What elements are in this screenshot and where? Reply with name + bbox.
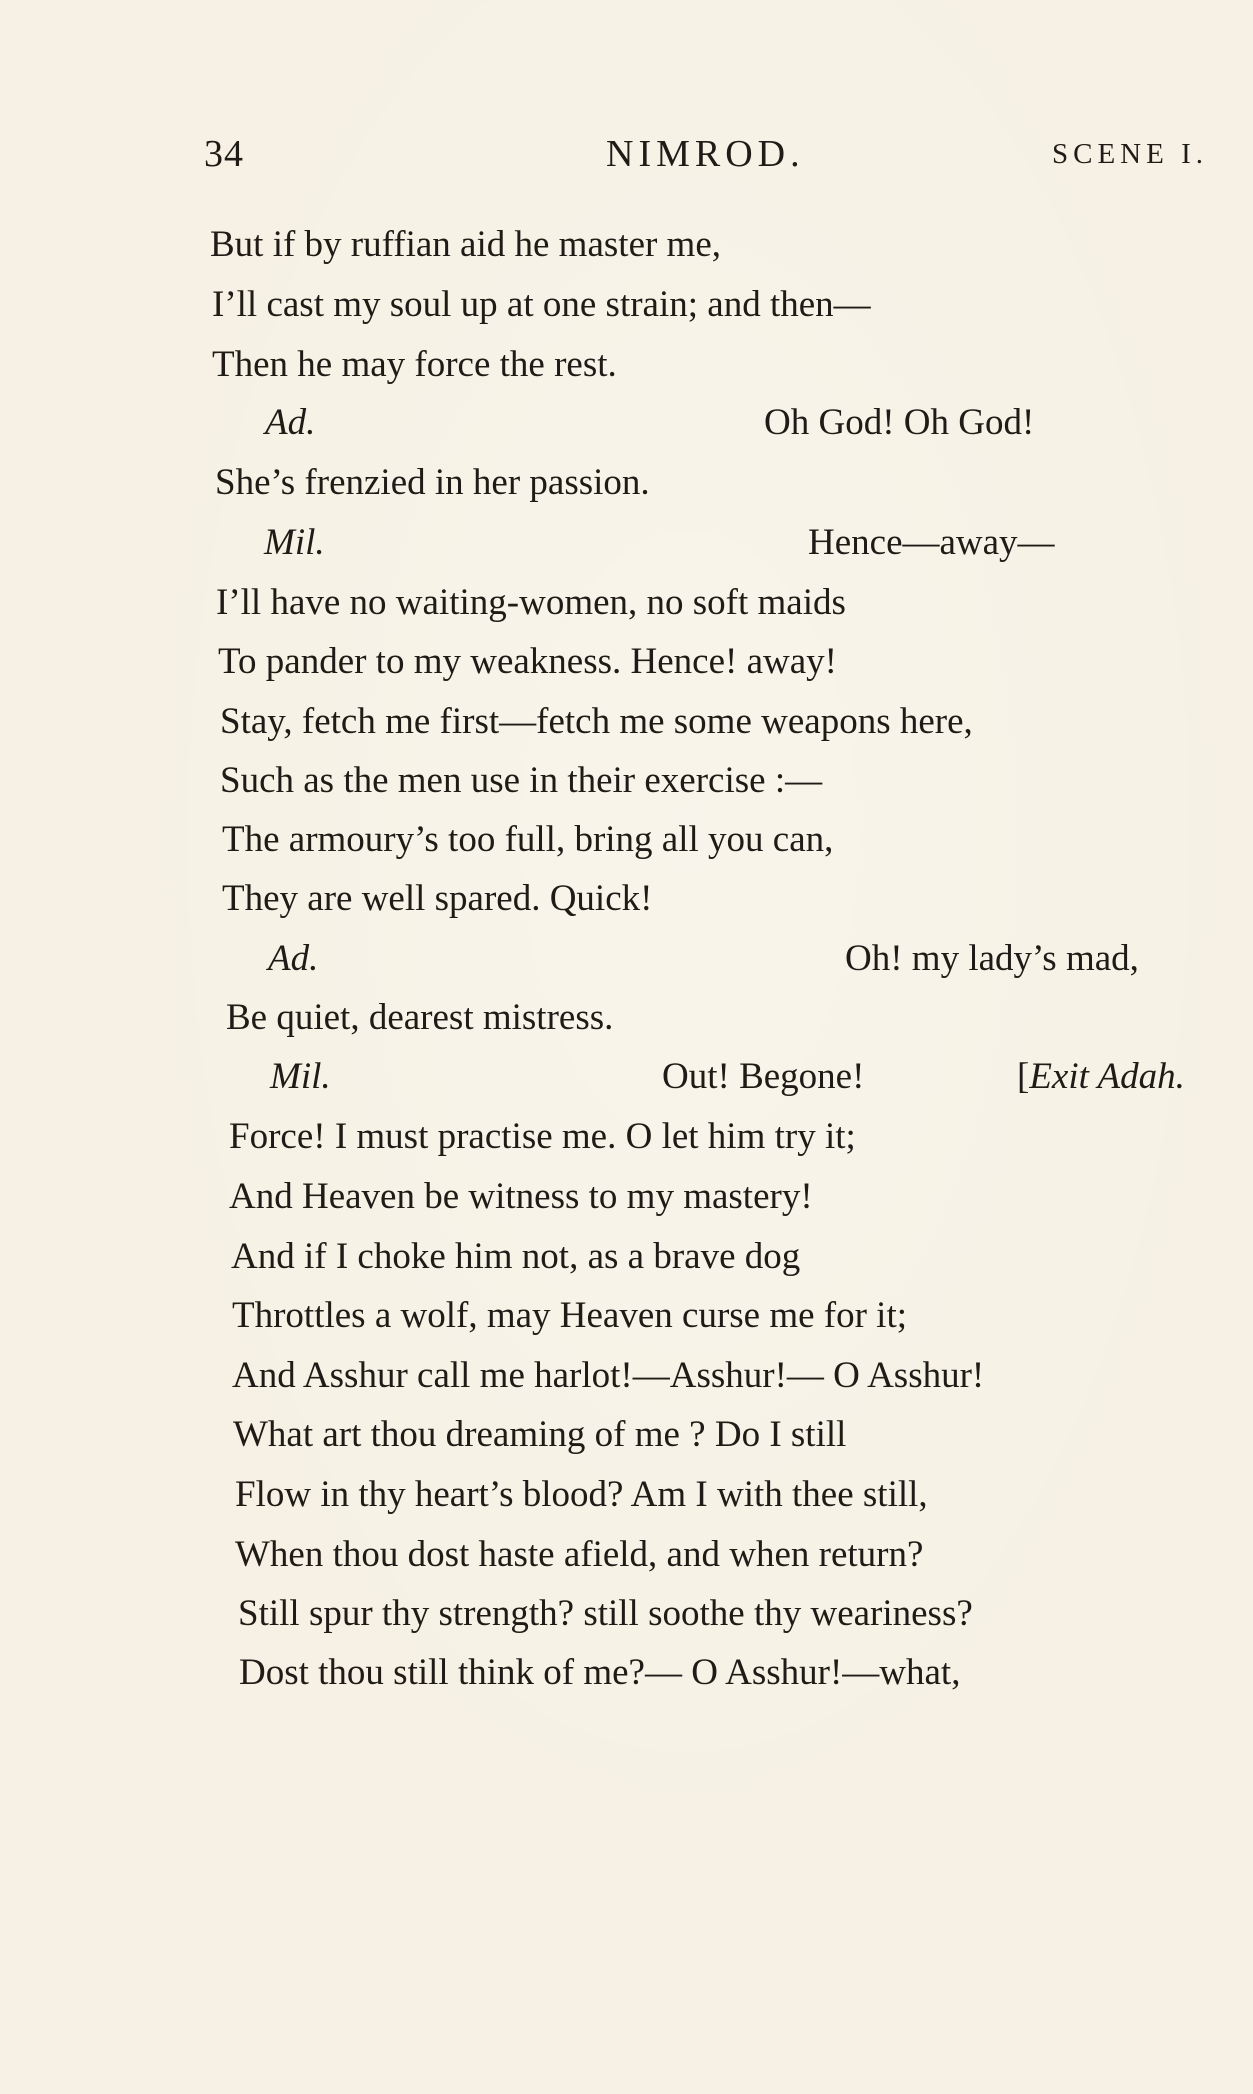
verse-line: Be quiet, dearest mistress.: [226, 997, 614, 1038]
stage-direction: [1017, 1052, 1185, 1102]
verse-line: Flow in thy heart’s blood? Am I with thee still,: [235, 1474, 928, 1515]
page-number: 34: [204, 133, 244, 175]
speaker-name: Ad.: [268, 938, 319, 979]
verse-line: She’s frenzied in her passion.: [215, 462, 650, 503]
scene-label: SCENE I.: [1052, 138, 1208, 170]
verse-line: Then he may force the rest.: [212, 344, 617, 385]
verse-line: Force! I must practise me. O let him try it;: [229, 1116, 856, 1157]
verse-line: When thou dost haste afield, and when return?: [235, 1534, 924, 1575]
verse-line: What art thou dreaming of me ? Do I still: [233, 1414, 847, 1455]
verse-line: Stay, fetch me first—fetch me some weapons here,: [220, 701, 973, 742]
verse-line: And if I choke him not, as a brave dog: [231, 1236, 801, 1277]
verse-line: And Asshur call me harlot!—Asshur!— O Asshur!: [232, 1355, 985, 1396]
speaker-name: Ad.: [265, 402, 316, 443]
verse-line: The armoury’s too full, bring all you can,: [222, 819, 834, 860]
speech-text: Out! Begone!: [662, 1056, 865, 1097]
stage-direction-bracket: [: [1017, 1056, 1030, 1097]
stage-direction-text: Exit Adah.: [1029, 1056, 1185, 1097]
speech-text: Oh! my lady’s mad,: [845, 938, 1139, 979]
speaker-name: Mil.: [270, 1056, 331, 1097]
speech-text: Oh God! Oh God!: [764, 402, 1035, 443]
speech-text: Hence—away—: [808, 522, 1055, 563]
speaker-name: Mil.: [264, 522, 325, 563]
verse-line: Dost thou still think of me?— O Asshur!—what,: [239, 1652, 961, 1693]
verse-line: But if by ruffian aid he master me,: [210, 224, 722, 265]
verse-line: I’ll have no waiting-women, no soft maids: [216, 582, 846, 623]
verse-line: Throttles a wolf, may Heaven curse me for it;: [232, 1295, 908, 1336]
verse-line: They are well spared. Quick!: [222, 878, 653, 919]
verse-line: Such as the men use in their exercise :—: [220, 760, 823, 801]
running-title: NIMROD.: [606, 133, 805, 175]
verse-line: To pander to my weakness. Hence! away!: [218, 641, 837, 682]
verse-line: I’ll cast my soul up at one strain; and then—: [212, 284, 871, 325]
verse-line: And Heaven be witness to my mastery!: [229, 1176, 813, 1217]
verse-line: Still spur thy strength? still soothe thy weariness?: [238, 1593, 973, 1634]
